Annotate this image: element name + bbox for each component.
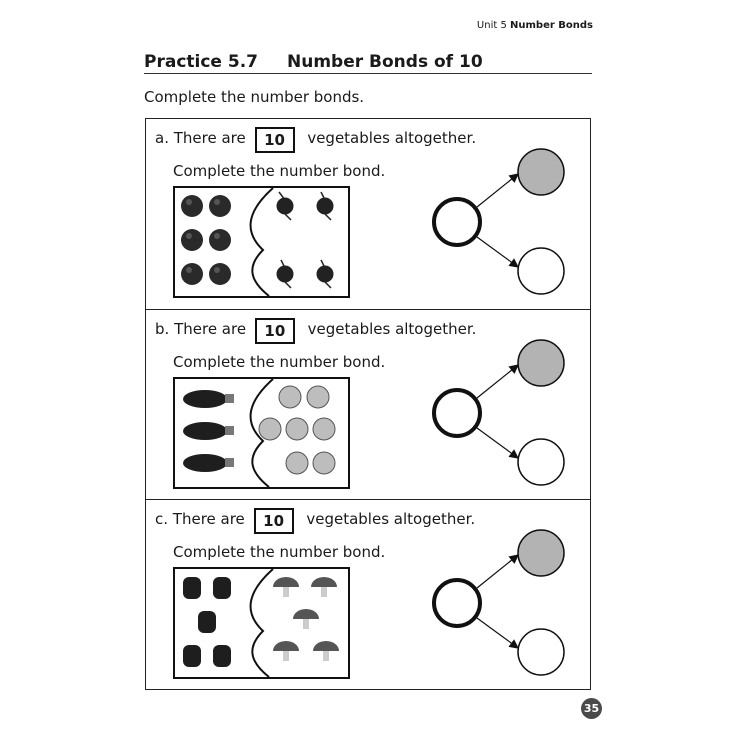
peppers-and-mushrooms-illustration — [175, 569, 348, 677]
mushroom-icon — [273, 577, 299, 587]
topic-label: Number Bonds of 10 — [287, 52, 483, 72]
vegetable-picture-b — [173, 377, 350, 489]
unit-label: Unit 5 — [476, 20, 507, 31]
eggplant-icon — [183, 390, 227, 408]
radish-icon — [317, 198, 333, 214]
sub-instruction: Complete the number bond. — [173, 353, 386, 371]
question-letter: c. — [155, 510, 169, 528]
unit-title: Number Bonds — [510, 20, 593, 31]
question-pre: There are — [174, 320, 247, 338]
whole-circle[interactable] — [434, 199, 480, 245]
section-b — [146, 309, 590, 499]
part-circle-filled — [518, 530, 564, 576]
section-a — [146, 119, 590, 308]
section-c — [146, 499, 590, 689]
bell-pepper-icon — [213, 577, 231, 599]
onion-icon — [313, 418, 335, 440]
radish-icon — [277, 198, 293, 214]
mushroom-icon — [293, 609, 319, 619]
vegetable-picture-a — [173, 186, 350, 298]
total-box: 10 — [255, 127, 295, 153]
onion-icon — [286, 418, 308, 440]
tomato-icon — [181, 195, 203, 217]
exercise-box — [145, 118, 591, 690]
part-circle-empty[interactable] — [518, 629, 564, 675]
total-box: 10 — [255, 318, 295, 344]
question-post: vegetables altogether. — [307, 320, 477, 338]
part-circle-empty[interactable] — [518, 248, 564, 294]
eggplant-icon — [183, 454, 227, 472]
onion-icon — [259, 418, 281, 440]
part-circle-filled — [518, 340, 564, 386]
page-number-badge: 35 — [581, 698, 602, 719]
number-bond-b — [432, 330, 572, 490]
tomato-icon — [209, 229, 231, 251]
mushroom-icon — [313, 641, 339, 651]
instruction: Complete the number bonds. — [144, 88, 365, 106]
radish-icon — [317, 266, 333, 282]
tomato-icon — [209, 263, 231, 285]
page-title — [144, 52, 592, 74]
sub-instruction: Complete the number bond. — [173, 543, 386, 561]
question-letter: a. — [155, 129, 169, 147]
tomatoes-and-radishes-illustration — [175, 188, 348, 296]
practice-label: Practice 5.7 — [144, 52, 258, 72]
tomato-icon — [209, 195, 231, 217]
bell-pepper-icon — [183, 645, 201, 667]
vegetable-picture-c — [173, 567, 350, 679]
sub-instruction: Complete the number bond. — [173, 162, 386, 180]
radish-icon — [277, 266, 293, 282]
bell-pepper-icon — [198, 611, 216, 633]
onion-icon — [286, 452, 308, 474]
mushroom-icon — [311, 577, 337, 587]
bell-pepper-icon — [213, 645, 231, 667]
onion-icon — [279, 386, 301, 408]
unit-header — [477, 20, 593, 31]
question-post: vegetables altogether. — [306, 510, 476, 528]
question-b — [155, 318, 476, 344]
question-letter: b. — [155, 320, 170, 338]
number-bond-c — [432, 520, 572, 680]
question-c — [155, 508, 475, 534]
question-a — [155, 127, 476, 153]
total-box: 10 — [254, 508, 294, 534]
tomato-icon — [181, 229, 203, 251]
part-circle-filled — [518, 149, 564, 195]
whole-circle[interactable] — [434, 390, 480, 436]
bell-pepper-icon — [183, 577, 201, 599]
part-circle-empty[interactable] — [518, 439, 564, 485]
eggplant-icon — [183, 422, 227, 440]
question-pre: There are — [173, 129, 246, 147]
question-post: vegetables altogether. — [307, 129, 477, 147]
eggplants-and-onions-illustration — [175, 379, 348, 487]
onion-icon — [313, 452, 335, 474]
mushroom-icon — [273, 641, 299, 651]
onion-icon — [307, 386, 329, 408]
tomato-icon — [181, 263, 203, 285]
number-bond-a — [432, 139, 572, 299]
whole-circle[interactable] — [434, 580, 480, 626]
question-pre: There are — [172, 510, 245, 528]
